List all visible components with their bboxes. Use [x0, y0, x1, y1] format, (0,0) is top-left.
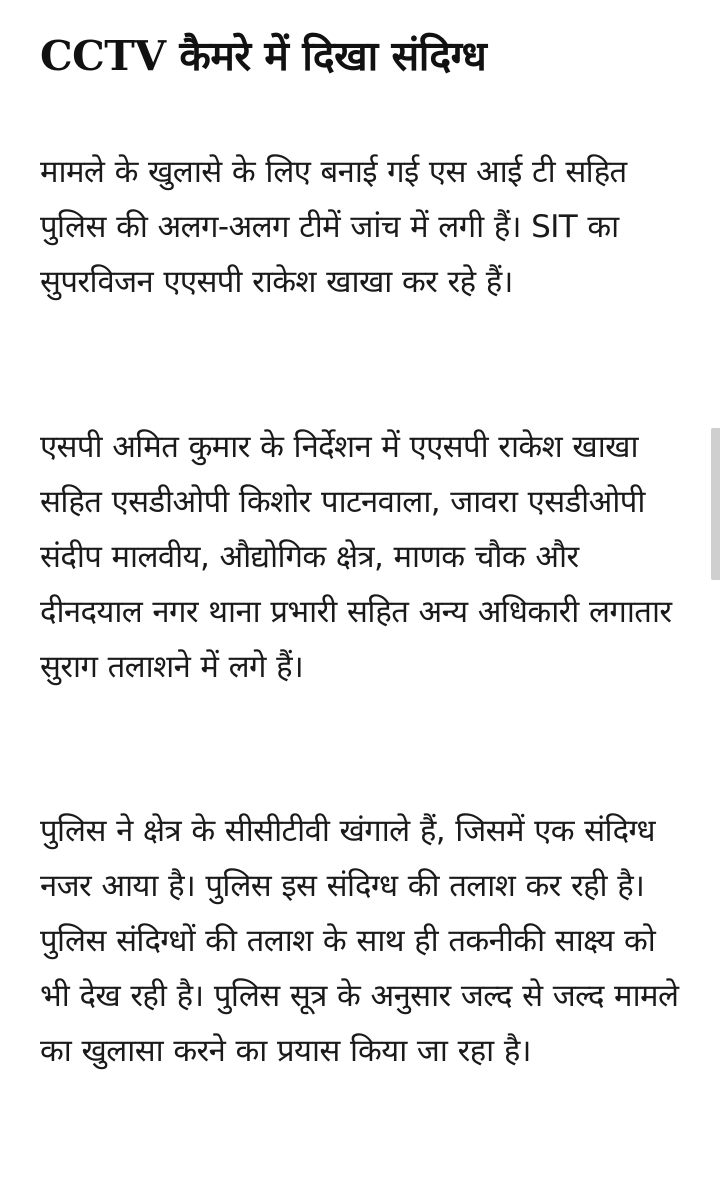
article-paragraph-1: मामले के खुलासे के लिए बनाई गई एस आई टी सहित पुलिस की अलग-अलग टीमें जांच में लगी हैं। SIT का सुपरविजन एएसपी राकेश खाखा कर रहे हैं। [40, 154, 627, 300]
article-headline: CCTV कैमरे में दिखा संदिग्ध [40, 32, 487, 80]
article-paragraph-3: पुलिस ने क्षेत्र के सीसीटीवी खंगाले हैं, जिसमें एक संदिग्ध नजर आया है। पुलिस इस संदिग्ध की तलाश कर रही है। पुलिस संदिग्धों की तलाश के साथ ही तकनीकी साक्ष्य को भी देख रही है। पुलिस सूत्र के अनुसार जल्द से जल्द मामले का खुलासा करने का प्रयास किया जा रहा है। [40, 813, 679, 1069]
article-paragraph-2: एसपी अमित कुमार के निर्देशन में एएसपी राकेश खाखा सहित एसडीओपी किशोर पाटनवाला, जावरा एसडीओपी संदीप मालवीय, औद्योगिक क्षेत्र, माणक चौक और दीनदयाल नगर थाना प्रभारी सहित अन्य अधिकारी लगातार सुराग तलाशने में लगे हैं। [40, 429, 672, 685]
scrollbar-thumb[interactable] [711, 428, 720, 580]
